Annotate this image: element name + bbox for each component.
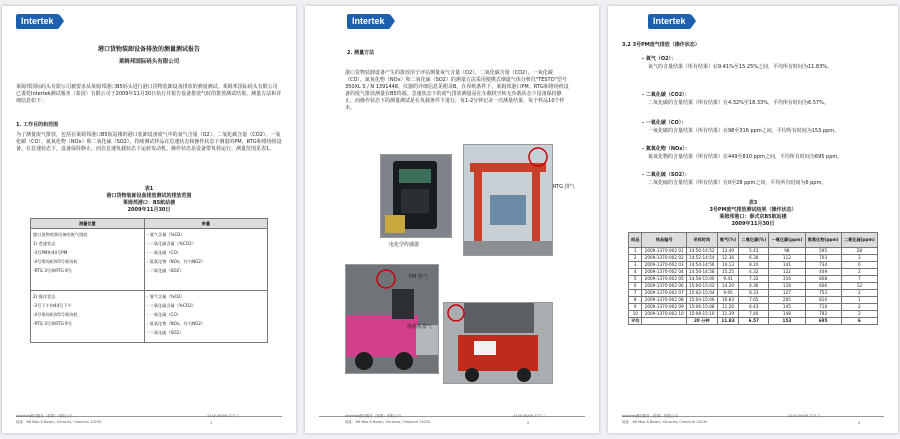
table-3-site: 莱姆邦港口：泰式京B5航站楼 (719, 214, 787, 220)
section-3-2-heading: 3.2 3号PM废气排放（操作状态） (622, 42, 700, 48)
table-cell: 2009-1370-002 05 (642, 276, 686, 283)
footer-company: Intertek测试服务（泰国）有限公司 (16, 414, 72, 418)
table-3-title: 3号PM废气排放测试结果（操作状态） (709, 207, 797, 213)
table-row (629, 297, 878, 304)
parameter-line: - 二氧化碳含量（%CO2） (146, 303, 196, 308)
result-co2-text: 二氧化碳的含量结果（所有结果）在4.32%至18.33%，平均所有时间为6.57%。 (648, 100, 829, 106)
result-co2-label: - 二氧化碳（CO2）： (642, 92, 690, 98)
table-header-cell: 氧气(%) (717, 233, 739, 248)
table-cell: 5.43 (739, 248, 769, 255)
table-cell: 13.49 (717, 248, 739, 255)
intertek-logo: Intertek (648, 14, 691, 29)
table-cell: 7 (841, 276, 877, 283)
table-cell: 14:52-14:54 (686, 255, 717, 262)
analyzer-caption: 电化学传感器 (389, 242, 420, 248)
page-number: 4 (858, 421, 861, 425)
table-cell: 734 (805, 262, 841, 269)
table-header-cell: 二氧化硫(ppm) (841, 233, 877, 248)
table-1-caption: 表1 (144, 186, 154, 192)
table-header-row (31, 219, 268, 229)
table-cell: 6.43 (739, 304, 769, 311)
table-cell: 5 (629, 276, 642, 283)
table-row (629, 304, 878, 311)
footer-company: Intertek测试服务（泰国）有限公司 (622, 414, 678, 418)
rtg-crane-image (464, 145, 552, 255)
footer-address: 地址：88 Moo 8 Bowin, Sriracha, Chonburi 20230 (622, 420, 708, 424)
table-cell: 4.32 (739, 269, 769, 276)
table-3-caption: 表3 (748, 200, 758, 206)
table-cell: 7 (629, 290, 642, 297)
table-cell: 2 (841, 311, 877, 318)
table-cell: 808 (805, 276, 841, 283)
result-co-label: - 一氧化碳（CO）： (642, 120, 687, 126)
prime-mover-image (346, 265, 438, 373)
parameter-line: - 二氧化碳含量（%CO2） (146, 241, 196, 246)
table-header-cell: 样品 (629, 233, 642, 248)
location-line: 1) 怠速状态 (33, 241, 56, 246)
parameter-cell (144, 229, 267, 291)
table-header-cell: 氮氧化物(ppm) (805, 233, 841, 248)
parameter-cell (144, 291, 267, 343)
table-cell: 12.36 (717, 255, 739, 262)
table-cell: 2 (629, 255, 642, 262)
footer-address: 地址：88 Moo 8 Bowin, Sriracha, Chonburi 20230 (16, 420, 102, 424)
table-cell: 810 (805, 297, 841, 304)
table-cell: 10 (629, 311, 642, 318)
table-cell: 449 (805, 269, 841, 276)
table-cell: 205 (769, 297, 805, 304)
report-page-1 (2, 6, 296, 433)
location-line: -RTG 3号和RTG 9号 (33, 321, 72, 326)
table-cell: 595 (805, 248, 841, 255)
method-paragraph: 港口货物装卸设备产生的排放用于评估测量氧气含量（O2）、二氧化碳含量（CO2）、一氧化碳（CO）、氮氧化物（NOx）和二氧化硫（SO2）的测量方法采用便携式烟道气体分析仪"TESTO"型号350XL S / N 1391448。仪器的详细信息见附录B。在厚纸条件下，莱姆邦港口PM、RTG和堆场机设备的废气排放测量在B5终端。急速状态下的废气排放测量是在车载机空转无负载状态下设备保持静止，而操作状态下的测量测试是在负载条件下进行，每1-2分钟记录一次测量结果，每个样品10个样本。 (345, 70, 569, 111)
table-cell: 148 (769, 311, 805, 318)
table-cell: 平均 (629, 318, 642, 325)
rtg-exhaust-label: RTG 排气 (553, 184, 575, 190)
table-header-cell: 二氧化碳(%) (739, 233, 769, 248)
result-so2-text: 二氧化硫的含量结果（所有结果）在0至28 ppm之间，平均所有时间为6 ppm。 (648, 180, 827, 186)
footer-doc-code: 4245 06/09-777 三 (513, 414, 546, 418)
parameter-line: - 氧气含量（%O2） (146, 232, 185, 237)
table-cell: 8 (629, 297, 642, 304)
table-cell: 7.32 (739, 276, 769, 283)
table-3-date: 2009年11月30日 (731, 221, 775, 227)
section-1-body: 为了测量废气排放，包括在莱姆邦港口B5航站楼的港口装卸设备废气中的氧气含量（O2）、二氧化碳含量（CO2）、一氧化碳（CO）、氮氧化物（NOx）和二氧化硫（SO2），持续测试样品在怠速状态和操作状态下测量的PM、RTG和堆场机设备。在怠速状态下，设备保持静止，而在怠速负载状态下运转发动机。操作状态是设备带负荷运行。测量范围见表1。 (16, 132, 282, 152)
parameter-line: - 一氧化碳（CO） (146, 250, 181, 255)
scope-table (30, 218, 268, 343)
table-cell: 4 (629, 269, 642, 276)
table-row (629, 248, 878, 255)
table-cell: 2009-1370-002 07 (642, 290, 686, 297)
table-row (629, 290, 878, 297)
table-header-cell: 参量 (144, 219, 267, 229)
intro-paragraph: 莱姆邦国际码头有限公司被要求从莱姆邦港口B5码头进行港口货物装卸设备排放的测量测试。莱姆邦国际码头有限公司已委托Intertek测试服务（泰国）有限公司于2009年11月30日执行并报告设备排放气时的排放测试结果。测量方法和详细信息如下： (16, 84, 282, 104)
parameter-line: - 二氧化硫（SO2） (146, 330, 184, 335)
location-line: 2) 操作状态 (33, 294, 56, 299)
result-o2-label: - 氧气（O2）： (642, 56, 677, 62)
table-cell: 6 (841, 318, 877, 325)
result-nox-text: 氮氧化物的含量结果（所有结果）在449至810 ppm之间，平均所有时间为695 ppm。 (648, 154, 843, 160)
table-cell: 9.95 (717, 290, 739, 297)
table-cell: 11.39 (717, 311, 739, 318)
table-cell: 112 (769, 255, 805, 262)
table-cell: 15:02-15:04 (686, 290, 717, 297)
intertek-logo: Intertek (16, 14, 59, 29)
table-cell: 8.10 (739, 262, 769, 269)
table-cell: 1 (841, 297, 877, 304)
table-header-cell: 一氧化碳(ppm) (769, 233, 805, 248)
rtg-crane-photo (463, 144, 553, 256)
stacker-exhaust-label: 堆场机排气 (407, 324, 433, 330)
table-cell: 10.13 (717, 262, 739, 269)
table-cell: 11.26 (717, 304, 739, 311)
table-cell: 0 (841, 262, 877, 269)
table-cell: 316 (769, 276, 805, 283)
table-cell: 1 (629, 248, 642, 255)
table-cell: 9 (629, 304, 642, 311)
table-1-date: 2009年11月30日 (127, 207, 171, 213)
table-cell: 2 (841, 304, 877, 311)
table-cell: 122 (769, 269, 805, 276)
table-cell: 118 (769, 283, 805, 290)
location-line: -4号堆场机和5号堆场机 (33, 312, 78, 317)
table-cell: 2009-1370-002 02 (642, 255, 686, 262)
table-cell: 2009-1370-002 01 (642, 248, 686, 255)
table-cell: 14:56-14:58 (686, 269, 717, 276)
table-cell: 2 (841, 290, 877, 297)
parameter-line: - 氮氧化物（NOx，作为NO2） (146, 321, 206, 326)
location-cell (31, 291, 145, 343)
table-cell: 15:04-15:06 (686, 297, 717, 304)
table-row (629, 276, 878, 283)
table-cell: 7.65 (739, 297, 769, 304)
table-header-cell: 样品编号 (642, 233, 686, 248)
table-cell: 3 (629, 262, 642, 269)
table-cell: 6.30 (739, 255, 769, 262)
report-page-2 (305, 6, 599, 433)
table-cell: 127 (769, 290, 805, 297)
page-number: 1 (210, 421, 213, 425)
table-cell: 9.41 (717, 276, 739, 283)
gas-analyzer-photo (380, 154, 452, 238)
location-cell (31, 229, 145, 291)
result-nox-label: - 氮氧化物（NOx）： (642, 146, 690, 152)
table-cell: 710 (805, 304, 841, 311)
gas-analyzer-image (381, 155, 451, 237)
table-cell: 703 (805, 255, 841, 262)
location-line: 港口货物装卸设备的废气排放 (33, 232, 88, 237)
section-2-heading: 2. 测量方法 (347, 50, 375, 56)
table-cell: 2009-1370-002 03 (642, 262, 686, 269)
footer-company: Intertek测试服务（泰国）有限公司 (345, 414, 401, 418)
results-table (628, 232, 878, 325)
footer-doc-code: 4245 06/09-777 三 (788, 414, 821, 418)
report-title: 港口货物装卸设备排放的测量测试报告 (97, 46, 200, 53)
table-cell: 753 (805, 290, 841, 297)
section-1-heading: 1. 工作目的和范围 (16, 122, 59, 128)
parameter-line: - 二氧化硫（SO2） (146, 268, 184, 273)
table-cell: 12 (841, 283, 877, 290)
location-line: -4号堆场机和5号堆场机 (33, 259, 78, 264)
table-header-row (629, 233, 878, 248)
table-row (629, 311, 878, 318)
table-cell: 14:50-14:52 (686, 248, 717, 255)
stacker-image (444, 303, 552, 383)
table-cell: 2 (841, 269, 877, 276)
footer-doc-code: 4245 06/09-777 三 (207, 414, 240, 418)
table-cell: 20 分钟 (686, 318, 717, 325)
table-cell: 4.36 (739, 283, 769, 290)
table-cell: 14.20 (717, 283, 739, 290)
table-cell (642, 318, 686, 325)
table-cell: 606 (805, 283, 841, 290)
pm-exhaust-label: PM 排气 (409, 274, 428, 280)
table-cell: 782 (805, 311, 841, 318)
location-line: -3号下午和44号下午 (33, 303, 72, 308)
table-row (629, 262, 878, 269)
table-cell: 153 (769, 318, 805, 325)
footer-address: 地址：88 Moo 8 Bowin, Sriracha, Chonburi 20230 (345, 420, 431, 424)
parameter-line: - 一氧化碳（CO） (146, 312, 181, 317)
report-page-4 (608, 6, 898, 433)
table-row (31, 291, 268, 343)
table-cell: 15:06-15:08 (686, 304, 717, 311)
table-cell: 145 (769, 304, 805, 311)
stacker-photo (443, 302, 553, 384)
table-cell: 7.40 (739, 311, 769, 318)
table-cell: 11.83 (717, 318, 739, 325)
table-cell: 28 (841, 248, 877, 255)
table-cell: 98 (769, 248, 805, 255)
table-cell: 6.57 (739, 318, 769, 325)
page-number: 2 (527, 421, 530, 425)
table-cell: 15:08-15:10 (686, 311, 717, 318)
table-header-cell: 测量位置 (31, 219, 145, 229)
parameter-line: - 氮氧化物（NOx，作为NO2） (146, 259, 206, 264)
table-header-cell: 采样时间 (686, 233, 717, 248)
table-cell: 2009-1370-002 04 (642, 269, 686, 276)
table-cell: 6 (629, 283, 642, 290)
table-row (31, 229, 268, 291)
intertek-logo: Intertek (347, 14, 390, 29)
parameter-line: - 氧气含量（%O2） (146, 294, 185, 299)
result-o2-text: 氧气的含量结果（所有结果）在9.41%至15.25%之间，平均所有时间为11.83%。 (648, 64, 833, 70)
table-cell: 2009-1370-002 09 (642, 304, 686, 311)
table-cell: 15:00-15:02 (686, 283, 717, 290)
report-subtitle: 莱姆邦国际码头有限公司 (118, 59, 180, 65)
table-row (629, 255, 878, 262)
table-cell: 8.33 (739, 290, 769, 297)
table-cell: 2009-1370-002 06 (642, 283, 686, 290)
table-cell: 15.25 (717, 269, 739, 276)
table-cell: 14:54-14:56 (686, 262, 717, 269)
table-row (629, 283, 878, 290)
table-cell: 141 (769, 262, 805, 269)
location-line: -3号PM和44号PM (33, 250, 68, 255)
table-average-row (629, 318, 878, 325)
table-1-site: 莱姆邦港口：B5航站楼 (122, 200, 176, 206)
result-co-text: 一氧化碳的含量结果（所有结果）在98至316 ppm之间，平均所有时间为153 ppm。 (648, 128, 840, 134)
result-so2-label: - 二氧化硫（SO2）： (642, 172, 690, 178)
location-line: -RTG 3号和RTG 9号 (33, 268, 72, 273)
table-cell: 3 (841, 255, 877, 262)
table-cell: 10.83 (717, 297, 739, 304)
table-cell: 695 (805, 318, 841, 325)
table-row (629, 269, 878, 276)
table-cell: 2009-1370-002 08 (642, 297, 686, 304)
table-cell: 14:58-15:00 (686, 276, 717, 283)
table-1-title: 港口货物装卸设备排放测试的排放范围 (106, 193, 192, 199)
table-cell: 2009-1370-002 10 (642, 311, 686, 318)
